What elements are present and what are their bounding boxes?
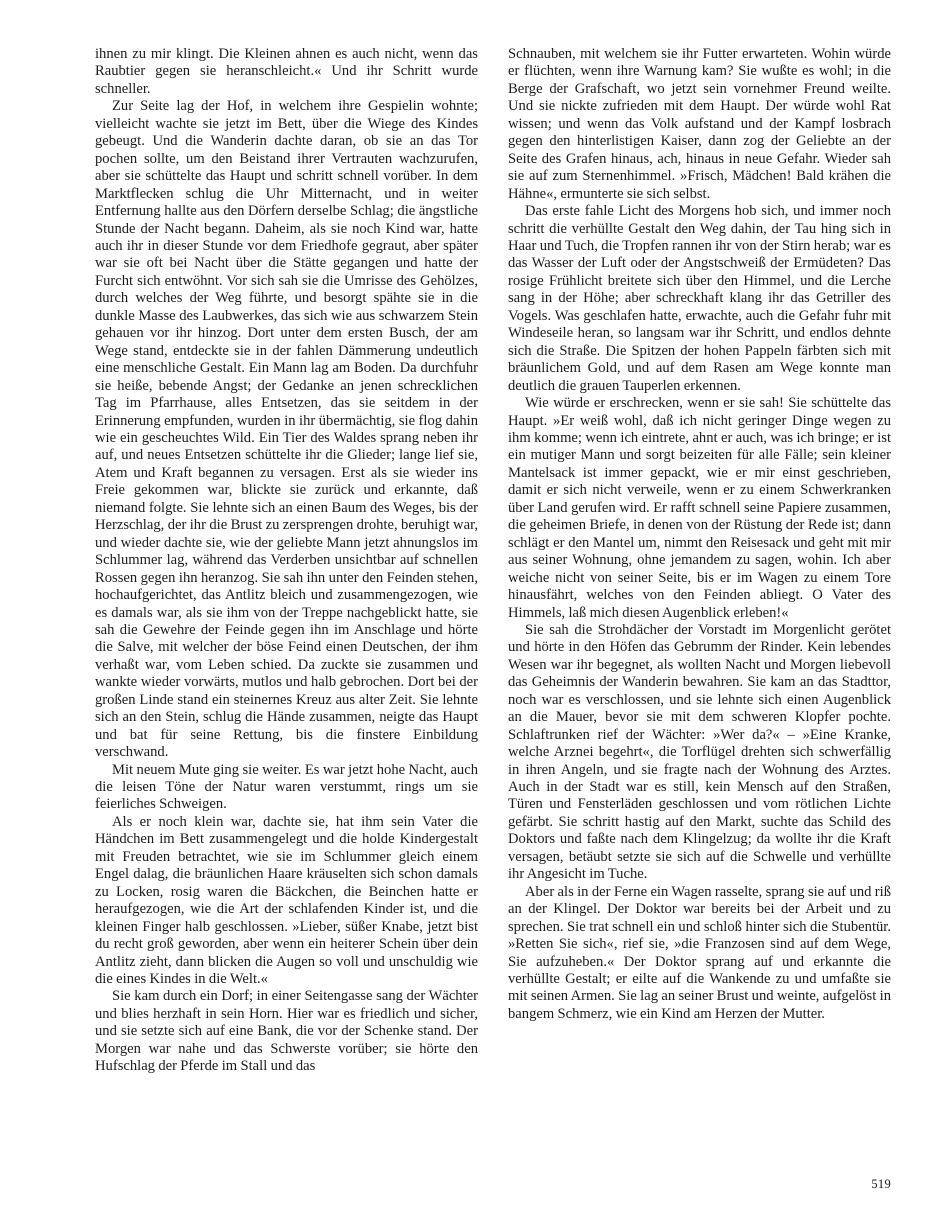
paragraph: Zur Seite lag der Hof, in welchem ihre Gespielin wohnte; vielleicht wachte sie jetzt im Bett, über die Wiege des Kindes gebeugt. Und die Wanderin dachte daran, ob sie an das Tor pochen sollte, um den Beistand ihrer Vertrauten wachzurufen, aber sie schüttelte das Haupt und schritt schnell vorüber. In dem Marktflecken schlug die Uhr Mitternacht, und in weiter Entfernung hallte aus den Dörfern derselbe Schlag; die ängstliche Stunde der Nacht begann. Daheim, als sie noch Kind war, hatte auch ihr in dieser Stunde vor dem Friedhofe gegraut, aber später war sie oft bei Nacht über die Stätte gegangen und hatte der Furcht sich entwöhnt. Vor sich sah sie die Umrisse des Gehölzes, durch welches der Weg führte, und besorgt spähte sie in die dunkle Masse des Laubwerkes, das sich wie aus schwarzem Stein gehauen vor ihr hinzog. Dort unter dem ersten Busch, der am Wege stand, entdeckte sie in der fahlen Dämmerung undeutlich eine menschliche Gestalt. Ein Mann lag am Boden. Da durchfuhr sie heiße, bebende Angst; der Gedanke an jenen schrecklichen Tag im Pfarrhause, alles Entsetzen, das sie seitdem in der Erinnerung empfunden, wurden in ihr übermächtig, sie flog dahin wie ein gescheuchtes Wild. Ein Tier des Waldes sprang neben ihr auf, und neues Entsetzen schüttelte ihr die Glieder; lange lief sie, Atem und Kraft begannen zu versagen. Erst als sie wieder ins Freie gekommen war, blickte sie zurück und erkannte, daß niemand folgte. Sie lehnte sich an einen Baum des Weges, bis der Herzschlag, der ihr die Brust zu zersprengen drohte, beruhigt war, und wieder dachte sie, wie der geliebte Mann jetzt ahnungslos im Schlummer lag, während das Verderben unsichtbar auf schnellen Rossen gegen ihn heranzog. Sie sah ihn unter den Feinden stehen, hochaufgerichtet, das Antlitz bleich und zusammengezogen, wie es damals war, als sie ihm von der Treppe nachgeblickt hatte, sie sah die Gewehre der Feinde gegen ihn im Anschlage und hörte die Salve, mit welcher der böse Feind einen Deutschen, der ihm verhaßt war, vom Leben schied. Da zuckte sie zusammen und wankte wieder vorwärts, mutlos und halb gebrochen. Dort bei der großen Linde stand ein steinernes Kreuz aus alter Zeit. Sie lehnte sich an den Stein, schlug die Hände zusammen, neigte das Haupt und bat für seine Rettung, bis die finstere Einbildung verschwand. [95, 98, 478, 761]
left-column [95, 46, 478, 1076]
page-number: 519 [871, 1177, 891, 1191]
paragraph: Sie kam durch ein Dorf; in einer Seitengasse sang der Wächter und blies herzhaft in sein Horn. Hier war es friedlich und sicher, und sie setzte sich auf eine Bank, die vor der Schenke stand. Der Morgen war nahe und das Schwerste vorüber; sie hörte den Hufschlag der Pferde im Stall und das [95, 988, 478, 1075]
paragraph: Aber als in der Ferne ein Wagen rasselte, sprang sie auf und riß an der Klingel. Der Doktor war bereits bei der Arbeit und zu sprechen. Sie trat schnell ein und schloß hinter sich die Stubentür. »Retten Sie sich«, rief sie, »die Franzosen sind auf dem Wege, Sie aufzuheben.« Der Doktor sprang auf und erkannte die verhüllte Gestalt; er eilte auf die Wankende zu und umfaßte sie mit seinen Armen. Sie lag an seiner Brust und weinte, aufgelöst in bangem Schmerz, wie ein Kind am Herzen der Mutter. [508, 883, 891, 1022]
paragraph-continuation: ihnen zu mir klingt. Die Kleinen ahnen es auch nicht, wenn das Raubtier gegen sie heranschleicht.« Und ihr Schritt wurde schneller. [95, 46, 478, 97]
paragraph-continuation: Schnauben, mit welchem sie ihr Futter erwarteten. Wohin würde er flüchten, wenn ihre Warnung kam? Sie wußte es wohl; in die Berge der Grafschaft, wo jetzt sein vornehmer Freund weilte. Und sie nickte zufrieden mit dem Haupt. Der würde wohl Rat wissen; und wenn das Volk aufstand und der Kampf losbrach gegen den hinterlistigen Kaiser, dann zog der Geliebte an der Seite des Grafen hinaus, ach, hinaus in neue Gefahr. Wieder sah sie auf zum Sternenhimmel. »Frisch, Mädchen! Bald krähen die Hähne«, ermunterte sie sich selbst. [508, 46, 891, 202]
paragraph: Das erste fahle Licht des Morgens hob sich, und immer noch schritt die verhüllte Gestalt den Weg dahin, der Tau hing sich in Haar und Tuch, die Tropfen rannen ihr von der Stirn herab; war es das Wasser der Luft oder der Angstschweiß der Ermüdeten? Das rosige Frühlicht breitete sich über den Himmel, und die Lerche sang in der Höhe; aber schreckhaft klang ihr das Getriller des Vogels. Was geschlafen hatte, erwachte, auch die Gefahr fuhr mit Windeseile heran, so langsam war ihr Schritt, und endlos dehnte sich die Straße. Die Spitzen der hohen Pappeln färbten sich mit bräunlichem Gold, und auf dem Rasen am Wege konnte man deutlich die grauen Tauperlen erkennen. [508, 203, 891, 394]
right-column [508, 46, 891, 1076]
paragraph: Als er noch klein war, dachte sie, hat ihm sein Vater die Händchen im Bett zusammengelegt und die holde Kindergestalt mit Freuden betrachtet, wie sie im Schlummer gleich einem Engel dalag, die bräunlichen Haare kräuselten sich schon damals zu Locken, rosig waren die Bäckchen, die Beinchen hatte er heraufgezogen, wie die Art der schlafenden Kinder ist, und die kleinen Finger halb geschlossen. »Lieber, süßer Knabe, jetzt bist du recht groß geworden, aber wenn ein heiterer Schein über dein Antlitz zieht, dann blicken die Augen so voll und unschuldig wie die eines Kindes in die Welt.« [95, 813, 478, 988]
paragraph: Sie sah die Strohdächer der Vorstadt im Morgenlicht gerötet und hörte in den Höfen das Gebrumm der Rinder. Kein lebendes Wesen war ihr begegnet, als wollten Nacht und Morgen liebevoll das Geheimnis der Wanderin bewahren. Sie kam an das Stadttor, noch war es verschlossen, und sie lehnte sich einen Augenblick an die Mauer, bevor sie mit dem schweren Klopfer pochte. Schlaftrunken rief der Wächter: »Wer da?« – »Eine Kranke, welche Arznei begehrt«, die Torflügel drehten sich schwerfällig in ihren Angeln, und sie fragte nach der Wohnung des Arztes. Auch in der Stadt war es still, kein Mensch auf den Straßen, Türen und Fensterläden geschlossen und vom rötlichen Lichte gefärbt. Sie schritt hastig auf den Markt, suchte das Schild des Doktors und faßte nach dem Klingelzug; da wollte ihr die Kraft versagen, betäubt setzte sie sich auf die Schwelle und verhüllte ihr Angesicht im Tuche. [508, 621, 891, 883]
paragraph: Wie würde er erschrecken, wenn er sie sah! Sie schüttelte das Haupt. »Er weiß wohl, daß ich nicht geringer Dinge wegen zu ihm komme; wenn ich eintrete, ahnt er auch, was ich bringe; er ist ein mutiger Mann und sorgt beizeiten für alle Fälle; sein kleiner Mantelsack ist immer gepackt, wie er mir einst geschrieben, damit er sich nicht verweile, wenn er zu einem Schwerkranken über Land gerufen wird. Er rafft schnell seine Papiere zusammen, die geheimen Briefe, in denen von der Rüstung der Rede ist; dann schlägt er den Mantel um, nimmt den Reisesack und geht mit mir aus seiner Wohnung, ohne jemandem zu sagen, wohin. Ich aber weiche nicht von seiner Seite, bis er im Wagen zu einem Tore hinausfährt, welches von den Feinden abliegt. O Vater des Himmels, laß mich diesen Augenblick erleben!« [508, 395, 891, 621]
paragraph: Mit neuem Mute ging sie weiter. Es war jetzt hohe Nacht, auch die leisen Töne der Natur waren verstummt, rings um sie feierliches Schweigen. [95, 761, 478, 813]
text-columns [95, 46, 891, 1076]
